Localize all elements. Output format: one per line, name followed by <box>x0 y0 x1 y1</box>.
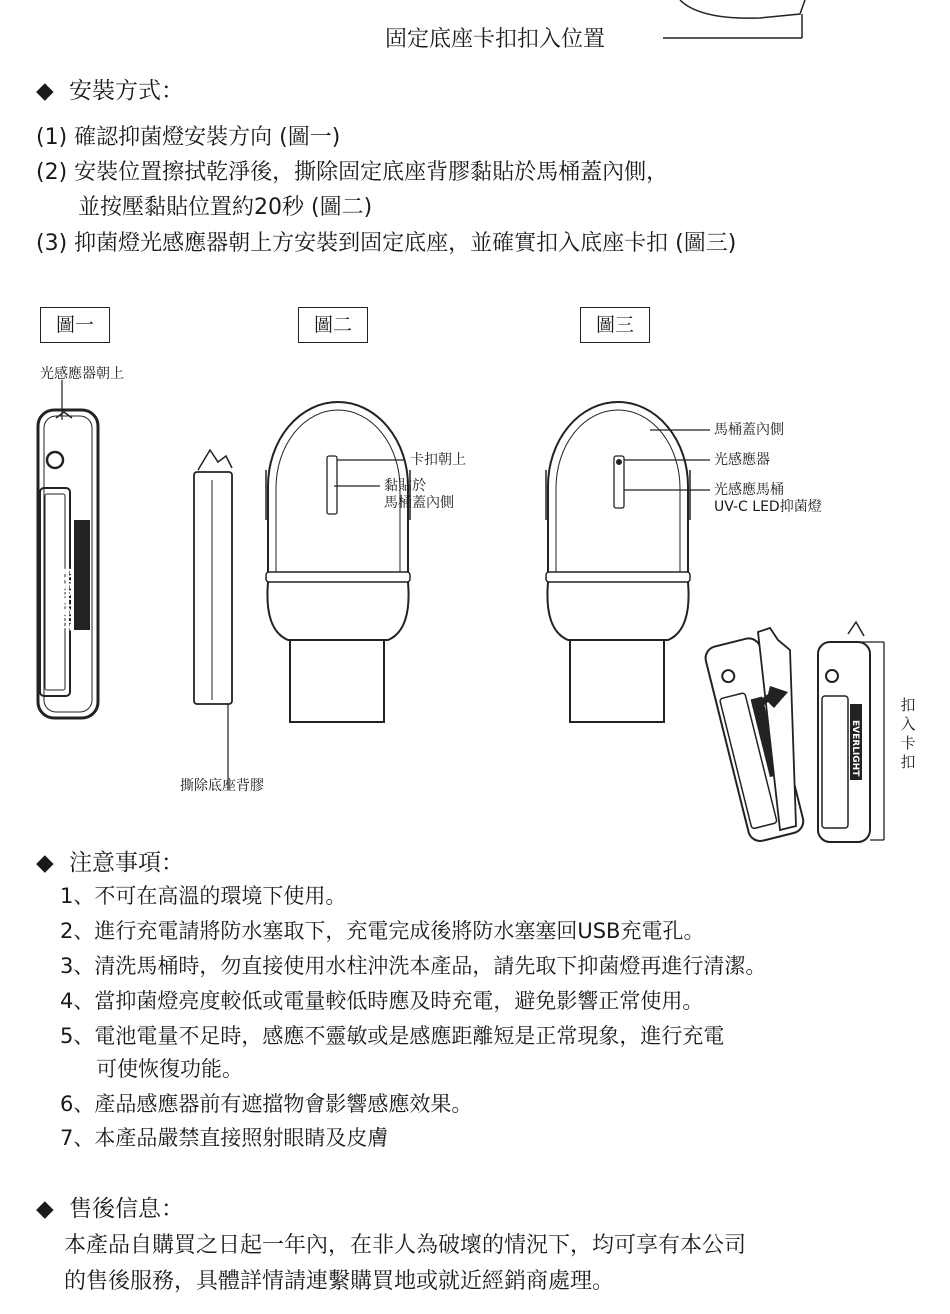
fig2-label-clip-up: 卡扣朝上 <box>410 452 466 468</box>
diamond-bullet-icon: ◆ <box>36 1196 54 1222</box>
note-item-7: 7、本產品嚴禁直接照射眼睛及皮膚 <box>60 1126 389 1150</box>
fig3-label-lid-inner: 馬桶蓋內側 <box>714 422 784 438</box>
note-item-2: 2、進行充電請將防水塞取下，充電完成後將防水塞塞回USB充電孔。 <box>60 919 705 943</box>
fig3-label-sensor: 光感應器 <box>714 452 770 468</box>
note-item-1: 1、不可在高溫的環境下使用。 <box>60 884 347 908</box>
fig3-snap-char: 扣 <box>900 753 916 771</box>
fig3-snap-char: 卡 <box>900 734 916 752</box>
fig3-label-lamp-2: UV-C LED抑菌燈 <box>714 499 822 515</box>
fig1-label-sensor-up: 光感應器朝上 <box>40 366 124 382</box>
service-line-1: 本產品自購買之日起一年內，在非人為破壞的情況下，均可享有本公司 <box>64 1233 747 1258</box>
fig3-snap-char: 扣 <box>900 696 916 714</box>
diamond-bullet-icon: ◆ <box>36 850 54 876</box>
notes-heading-row <box>36 844 184 877</box>
fig2-mounting-base <box>194 450 232 790</box>
fig2-label-stick-2: 馬桶蓋內側 <box>384 495 454 511</box>
install-step-2-cont: 並按壓黏貼位置約20秒 (圖二) <box>78 195 373 220</box>
notes-heading: 注意事項： <box>69 850 185 876</box>
fig3-snap-char: 入 <box>900 715 916 733</box>
install-step-1: (1) 確認抑菌燈安裝方向 (圖一) <box>36 125 341 150</box>
top-caption: 固定底座卡扣扣入位置 <box>385 27 606 52</box>
fig2-label-remove-adhesive: 撕除底座背膠 <box>180 778 264 794</box>
diamond-bullet-icon: ◆ <box>36 78 54 104</box>
fig1-lamp-device <box>38 380 98 718</box>
fig1-device-brand: EVERLIGHT <box>61 568 72 631</box>
note-item-5-cont: 可使恢復功能。 <box>96 1057 243 1081</box>
fig1-title: 圖一 <box>40 307 110 343</box>
install-step-2: (2) 安裝位置擦拭乾淨後，撕除固定底座背膠黏貼於馬桶蓋內側， <box>36 160 669 185</box>
service-heading: 售後信息： <box>69 1196 185 1222</box>
fig2-label-stick-1: 黏貼於 <box>384 478 426 494</box>
note-item-3: 3、清洗馬桶時，勿直接使用水柱沖洗本產品，請先取下抑菌燈再進行清潔。 <box>60 954 767 978</box>
fig3-title: 圖三 <box>580 307 650 343</box>
fig3-device-brand: EVERLIGHT <box>850 720 860 777</box>
fig3-label-lamp-1: 光感應馬桶 <box>714 482 784 498</box>
note-item-6: 6、產品感應器前有遮擋物會影響感應效果。 <box>60 1092 473 1116</box>
fig2-title: 圖二 <box>298 307 368 343</box>
note-item-4: 4、當抑菌燈亮度較低或電量較低時應及時充電，避免影響正常使用。 <box>60 989 704 1013</box>
fig2-toilet <box>266 402 410 722</box>
fig3-label-snap-in <box>898 696 918 772</box>
note-item-5: 5、電池電量不足時，感應不靈敏或是感應距離短是正常現象，進行充電 <box>60 1024 725 1048</box>
install-heading: 安裝方式： <box>69 78 185 104</box>
install-step-3: (3) 抑菌燈光感應器朝上方安裝到固定底座，並確實扣入底座卡扣 (圖三) <box>36 231 737 256</box>
service-line-2: 的售後服務，具體詳情請連繫購買地或就近經銷商處理。 <box>64 1269 615 1294</box>
fig3-toilet <box>546 402 710 722</box>
service-heading-row <box>36 1190 184 1223</box>
